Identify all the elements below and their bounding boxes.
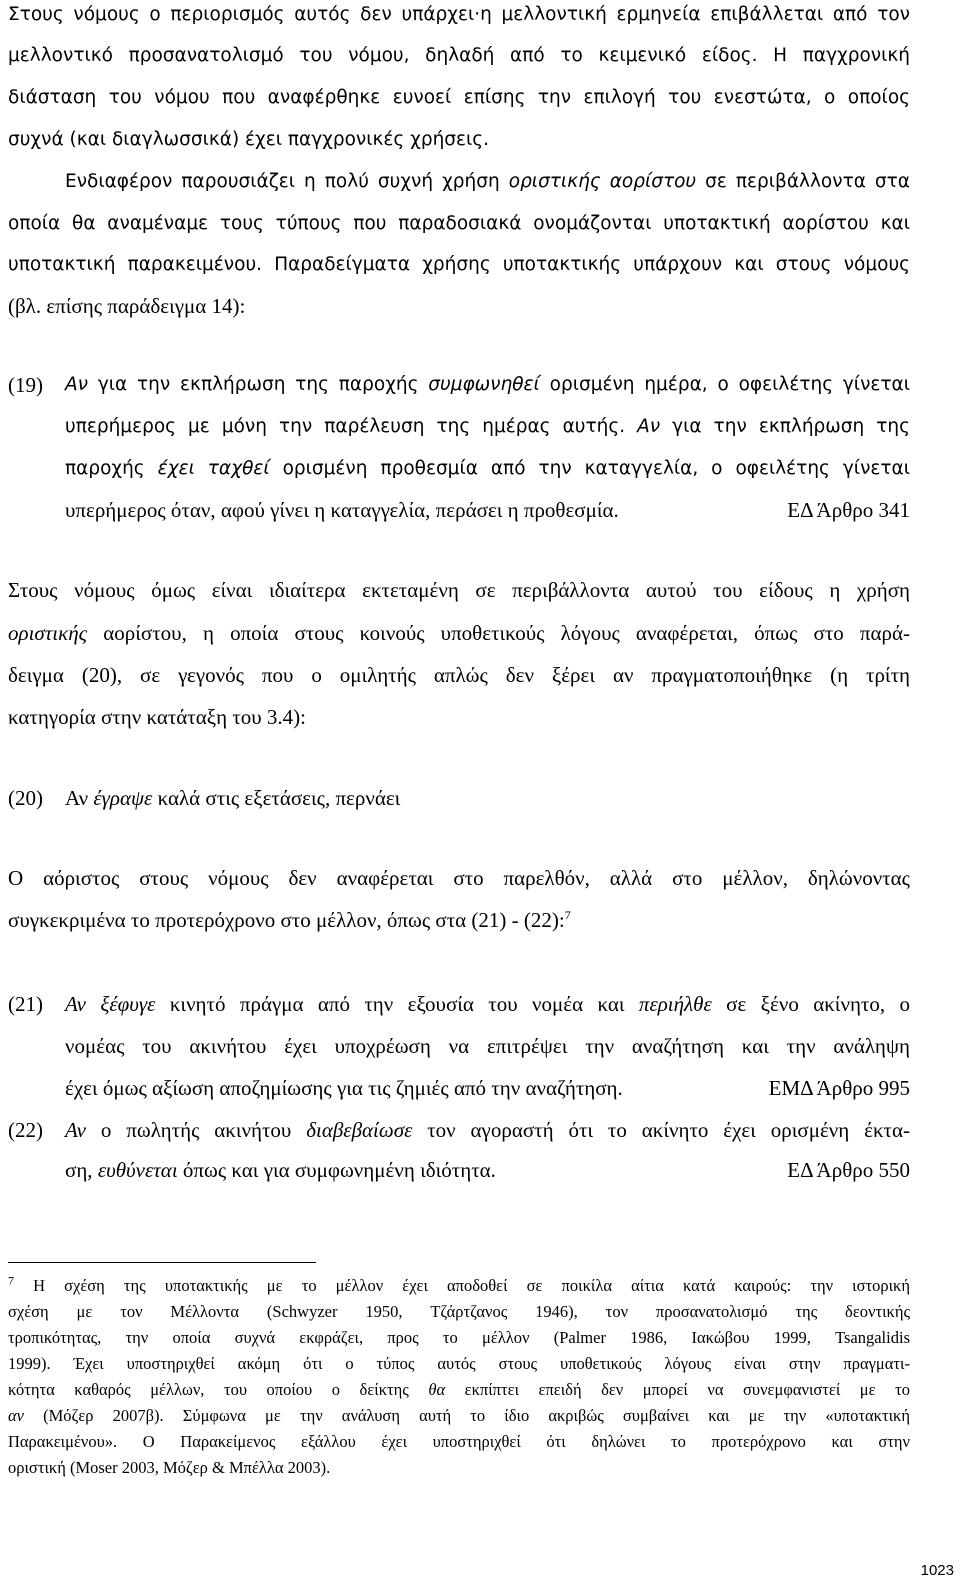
text-line: Στους νόμους ο περιορισμός αυτός δεν υπάρχει·η μελλοντική ερμηνεία επιβάλλεται από τον [8,4,910,25]
footnote-line: $^7$ Η σχέση της υποτακτικής με το μέλλον έχει αποδοθεί σε ποικίλα αίτια κατά καιρούς: την ιστορική [8,1273,910,1295]
text-line: συχνά (και διαγλωσσικά) έχει παγχρονικές χρήσεις. [8,129,490,150]
text-line: παροχής έχει ταχθεί ορισμένη προθεσμία από την καταγγελία, ο οφειλέτης γίνεται [65,458,910,479]
text-line: νομέας του ακινήτου έχει υποχρέωση να επιτρέψει την αναζήτηση και την ανάληψη [65,1034,910,1058]
text-line: (βλ. επίσης παράδειγμα 14): [8,294,246,318]
text-line: Αν έγραψε καλά στις εξετάσεις, περνάει [65,786,401,810]
example-number: (21) [8,992,43,1016]
footnote-line: αν (Μόζερ 2007β). Σύμφωνα με την ανάλυση αυτή το ίδιο ακριβώς συμβαίνει και με την «υποτακτική [8,1406,910,1425]
text-line: συγκεκριμένα το προτερόχρονο στο μέλλον, όπως στα (21) - (22):$^7$ [8,908,571,932]
text-line: κατηγορία στην κατάταξη του 3.4): [8,705,307,729]
text-line: Αν ξέφυγε κινητό πράγμα από την εξουσία του νομέα και περιήλθε σε ξένο ακίνητο, ο [65,992,910,1016]
text-line: δειγμα (20), σε γεγονός που ο ομιλητής απλώς δεν ξέρει αν πραγματοποιήθηκε (η τρίτη [8,663,910,687]
text-line: υπερήμερος όταν, αφού γίνει η καταγγελία, περάσει η προθεσμία. [65,498,619,522]
text-line: υπερήμερος με μόνη την παρέλευση της ημέρας αυτής. Αν για την εκπλήρωση της [65,416,910,437]
text-line: Ενδιαφέρον παρουσιάζει η πολύ συχνή χρήση οριστικής αορίστου σε περιβάλλοντα στα [65,171,910,192]
text-line: Στους νόμους όμως είναι ιδιαίτερα εκτεταμένη σε περιβάλλοντα αυτού του είδους η χρήση [8,578,910,602]
footnote-separator [8,1262,316,1263]
example-number: (22) [8,1118,43,1142]
text-line: υποτακτική παρακειμένου. Παραδείγματα χρήσης υποτακτικής υπάρχουν και στους νόμους [8,254,910,275]
example-number: (19) [8,373,43,397]
source-reference: ΕΔ Άρθρο 550 [787,1158,910,1182]
footnote-reference: 7 [564,908,571,922]
source-reference: ΕΔ Άρθρο 341 [787,498,910,522]
footnote-line: τροπικότητας, την οποία συχνά εκφράζει, προς το μέλλον (Palmer 1986, Ιακώβου 1999, Tsangalidis [8,1328,910,1347]
text-line: διάσταση του νόμου που αναφέρθηκε ευνοεί επίσης την επιλογή του ενεστώτα, ο οποίος [8,87,910,108]
text-line: Ο αόριστος στους νόμους δεν αναφέρεται στο παρελθόν, αλλά στο μέλλον, δηλώνοντας [8,866,910,890]
text-line: ση, ευθύνεται όπως και για συμφωνημένη ιδιότητα. [65,1158,496,1182]
text-line: Αν για την εκπλήρωση της παροχής συμφωνηθεί ορισμένη ημέρα, ο οφειλέτης γίνεται [65,374,910,395]
text-line: Αν ο πωλητής ακινήτου διαβεβαίωσε τον αγοραστή ότι το ακίνητο έχει ορισμένη έκτα- [65,1118,910,1142]
footnote-line: Παρακειμένου». Ο Παρακείμενος εξάλλου έχει υποστηριχθεί ότι δηλώνει το προτερόχρονο και στην [8,1432,910,1451]
text-line: οριστικής αορίστου, η οποία στους κοινούς υποθετικούς λόγους αναφέρεται, όπως στο παρά- [8,621,910,645]
text-line: οποία θα αναμέναμε τους τύπους που παραδοσιακά ονομάζονται υποτακτική αορίστου και [8,213,910,234]
text-line: έχει όμως αξίωση αποζημίωσης για τις ζημιές από την αναζήτηση. [65,1076,623,1100]
footnote-line: οριστική (Moser 2003, Μόζερ & Μπέλλα 2003). [8,1458,331,1477]
example-number: (20) [8,786,43,810]
text-line: μελλοντικό προσανατολισμό του νόμου, δηλαδή από το κειμενικό είδος. Η παγχρονική [8,45,910,66]
footnote-line: 1999). Έχει υποστηριχθεί ακόμη ότι ο τύπος αυτός στους υποθετικούς λόγους είναι στην πραγματι- [8,1354,910,1373]
source-reference: ΕΜΔ Άρθρο 995 [768,1076,910,1100]
footnote-line: κότητα καθαρός μέλλων, του οποίου ο δείκτης θα εκπίπτει επειδή δεν μπορεί να συνεμφανιστεί με το [8,1380,911,1399]
page-number: 1023 [920,1562,954,1579]
footnote-line: σχέση με τον Μέλλοντα (Schwyzer 1950, Τζάρτζανος 1946), τον προσανατολισμό της δεοντικής [8,1302,910,1321]
